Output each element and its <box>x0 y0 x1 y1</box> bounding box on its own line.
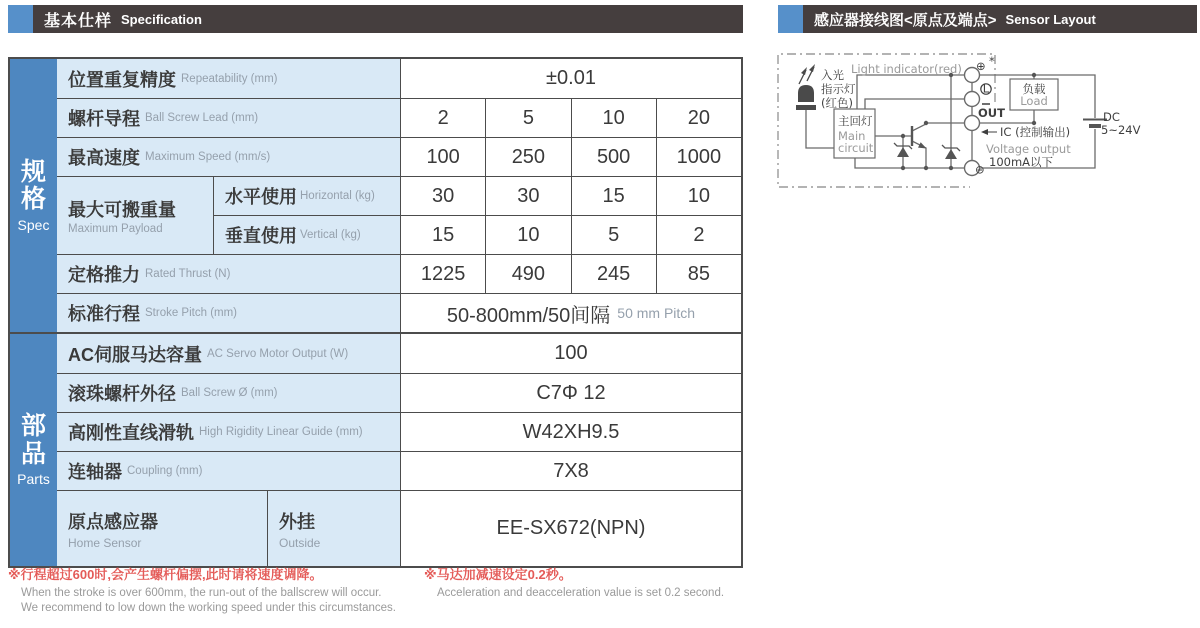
dc-voltage-label: 5~24V <box>1101 123 1141 137</box>
subrow-vertical <box>213 215 741 254</box>
label-en: Ball Screw Lead (mm) <box>145 112 259 124</box>
label-en: Ball Screw Ø (mm) <box>181 387 278 399</box>
cell-value: 100 <box>400 138 485 176</box>
main-circuit-label-en: Main <box>838 129 866 143</box>
label-cn: 标准行程 <box>68 304 140 324</box>
spec-rows <box>57 59 741 332</box>
label-cn: 水平使用 <box>225 187 297 207</box>
sensor-wiring-diagram <box>772 48 1200 200</box>
cell-value: 10 <box>571 99 656 137</box>
label-cn: 连轴器 <box>68 462 122 482</box>
row-stroke-pitch <box>57 293 741 332</box>
label-cn: 外挂 <box>279 511 315 532</box>
label-en: AC Servo Motor Output (W) <box>207 347 349 360</box>
cell-value: 5 <box>485 99 570 137</box>
header-bar <box>803 5 1197 33</box>
row-ball-screw-diameter <box>57 373 741 412</box>
terminal-out-label: OUT <box>978 106 1005 120</box>
led-label-cn: (红色) <box>821 96 853 110</box>
header-title-cn: 感应器接线图<原点及端点> <box>814 11 997 29</box>
header-title-cn: 基本仕样 <box>44 12 113 30</box>
footnote-stroke <box>8 566 396 617</box>
footnote-en-line: When the stroke is over 600mm, the run-out of the ballscrew will occur. <box>21 587 382 600</box>
footnote-acceleration <box>424 566 724 601</box>
main-circuit-label-en: circuit <box>838 141 874 155</box>
terminal-plus-label: ⊕ <box>976 59 986 73</box>
label-en: Maximum Speed (mm/s) <box>145 151 271 163</box>
cell-value: ±0.01 <box>400 59 741 98</box>
cell-value: EE-SX672(NPN) <box>400 491 741 566</box>
row-label <box>57 452 400 490</box>
label-cn: 高刚性直线滑轨 <box>68 423 194 443</box>
footnote-red-cn: ※行程超过600时,会产生螺杆偏摆,此时请将速度调降。 <box>8 567 323 582</box>
label-en: Rated Thrust (N) <box>145 268 231 280</box>
voltage-output-label: Voltage output <box>986 142 1071 156</box>
row-label-payload <box>57 177 213 254</box>
cell-value: W42XH9.5 <box>400 413 741 451</box>
row-ball-screw-lead <box>57 98 741 137</box>
terminal-minus-label: ⊖ <box>975 162 985 177</box>
cell-value: 15 <box>571 177 656 215</box>
label-en: Maximum Payload <box>68 223 163 235</box>
row-servo-output <box>57 334 741 373</box>
row-maximum-payload <box>57 176 741 254</box>
row-label <box>57 413 400 451</box>
cell-value: 20 <box>656 99 741 137</box>
header-title-en: Specification <box>121 11 202 27</box>
footnote-red-cn: ※马达加减速设定0.2秒。 <box>424 567 572 582</box>
cell-value: 5 <box>571 216 656 254</box>
label-cn: 滚珠螺杆外径 <box>68 384 176 404</box>
cell-value: 10 <box>656 177 741 215</box>
row-label <box>57 334 400 373</box>
cell-value: 30 <box>400 177 485 215</box>
ic-label: IC (控制输出) <box>1000 125 1071 139</box>
label-cn: 原点感应器 <box>68 511 158 532</box>
section-spec <box>10 59 741 332</box>
home-sensor-label <box>57 491 267 566</box>
row-label <box>57 294 400 332</box>
label-cn: AC伺服马达容量 <box>68 344 202 365</box>
row-coupling <box>57 451 741 490</box>
label-en: High Rigidity Linear Guide (mm) <box>199 426 363 438</box>
stroke-value-en: 50 mm Pitch <box>617 305 696 321</box>
label-cn: 位置重复精度 <box>68 69 176 90</box>
led-indicator-icon <box>796 64 816 110</box>
sidebar-spec-cn: 规格 <box>20 157 46 213</box>
label-en: Home Sensor <box>68 535 142 550</box>
label-cn: 最大可搬重量 <box>68 200 176 220</box>
sidebar-spec-en: Spec <box>17 216 50 233</box>
row-label <box>57 59 400 98</box>
cell-value: 15 <box>400 216 485 254</box>
label-en: Stroke Pitch (mm) <box>145 307 238 319</box>
sublabel <box>213 177 400 215</box>
label-cn: 定格推力 <box>68 265 140 285</box>
led-label-cn: 入光 <box>821 68 844 82</box>
sidebar-parts-cn: 部品 <box>20 412 46 468</box>
label-en: Repeatability (mm) <box>181 72 278 85</box>
sidebar-parts-en: Parts <box>17 471 50 487</box>
row-label <box>57 255 400 293</box>
row-label <box>57 138 400 176</box>
cell-value: C7Φ 12 <box>400 374 741 412</box>
parts-rows <box>57 334 741 566</box>
specification-table <box>8 57 743 568</box>
footnote-en-line: Acceleration and deacceleration value is set 0.2 second. <box>437 587 725 600</box>
cell-value: 2 <box>400 99 485 137</box>
cell-value: 2 <box>656 216 741 254</box>
row-label <box>57 99 400 137</box>
section-parts <box>10 332 741 566</box>
terminal-light-label: L <box>982 81 990 96</box>
row-label <box>57 374 400 412</box>
led-label-cn: 指示灯 <box>821 82 856 96</box>
label-en: Outside <box>279 535 321 550</box>
cell-value: 10 <box>485 216 570 254</box>
row-repeatability <box>57 59 741 98</box>
footnote-en-line: We recommend to low down the working speed under this circumstances. <box>21 602 396 615</box>
stroke-value: 50-800mm/50间隔 <box>446 304 611 327</box>
header-title-en: Sensor Layout <box>1005 11 1096 27</box>
header-bar <box>33 5 743 33</box>
label-cn: 最高速度 <box>68 148 140 168</box>
label-en: Vertical (kg) <box>300 229 361 241</box>
cell-value: 7X8 <box>400 452 741 490</box>
payload-subrows <box>213 177 741 254</box>
label-cn: 螺杆导程 <box>68 109 140 129</box>
cell-value: 1000 <box>656 138 741 176</box>
outside-label <box>267 491 400 566</box>
dc-label: DC <box>1103 110 1120 124</box>
row-linear-guide <box>57 412 741 451</box>
header-sensor-layout <box>778 5 1197 33</box>
cell-value: 500 <box>571 138 656 176</box>
main-circuit-label-cn: 主回灯 <box>838 114 873 128</box>
ic-arrow-icon <box>981 129 988 135</box>
load-label-cn: 负载 <box>1022 82 1046 96</box>
label-en: Coupling (mm) <box>127 465 203 477</box>
load-label-en: Load <box>1020 94 1048 108</box>
header-specification <box>8 5 743 33</box>
cell-value: 85 <box>656 255 741 293</box>
row-maximum-speed <box>57 137 741 176</box>
sublabel <box>213 216 400 254</box>
label-cn: 垂直使用 <box>225 226 297 246</box>
sidebar-spec <box>10 59 57 332</box>
cell-value: 1225 <box>400 255 485 293</box>
cell-value: 245 <box>571 255 656 293</box>
cell-value: 30 <box>485 177 570 215</box>
row-home-sensor <box>57 490 741 566</box>
header-accent-square <box>8 5 33 33</box>
subrow-horizontal <box>213 177 741 215</box>
light-indicator-label: Light indicator(red) <box>851 62 962 76</box>
cell-value <box>400 294 741 332</box>
cell-value: 100 <box>400 334 741 373</box>
cell-value: 250 <box>485 138 570 176</box>
terminal-star-label: * <box>989 54 995 68</box>
header-accent-square <box>778 5 803 33</box>
label-en: Horizontal (kg) <box>300 190 375 202</box>
row-rated-thrust <box>57 254 741 293</box>
sidebar-parts <box>10 334 57 566</box>
cell-value: 490 <box>485 255 570 293</box>
voltage-output-limit: 100mA以下 <box>989 155 1054 169</box>
